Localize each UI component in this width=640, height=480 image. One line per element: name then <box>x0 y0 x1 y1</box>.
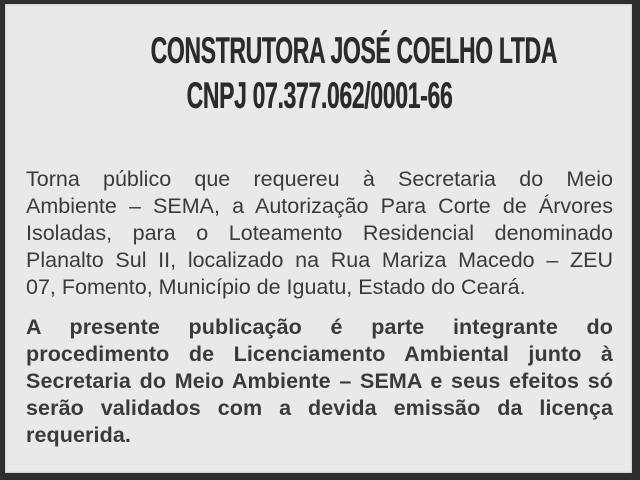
text-line: Planalto Sul II, localizado na Rua Mariza Macedo – ZEU <box>26 248 613 272</box>
company-cnpj-title <box>26 77 613 122</box>
public-notice-panel <box>5 4 632 473</box>
text-line: Torna público que requereu à Secretaria do Meio <box>26 167 613 191</box>
text-line: Isoladas, para o Loteamento Residencial denominado <box>26 221 613 245</box>
company-name-title <box>26 32 613 77</box>
text-line: requerida. <box>26 423 131 447</box>
notice-header <box>26 32 613 122</box>
notice-legal-paragraph <box>26 314 613 449</box>
company-name-text: CONSTRUTORA JOSÉ COELHO LTDA <box>150 30 557 71</box>
text-line: procedimento de Licenciamento Ambiental junto à <box>26 342 613 366</box>
notice-body-paragraph <box>26 166 613 301</box>
company-cnpj-text: CNPJ 07.377.062/0001-66 <box>186 75 453 116</box>
text-line: Ambiente – SEMA, a Autorização Para Corte de Árvores <box>26 194 613 218</box>
text-line: A presente publicação é parte integrante do <box>26 315 613 339</box>
text-line: serão validados com a devida emissão da licença <box>26 396 613 420</box>
text-line: Secretaria do Meio Ambiente – SEMA e seus efeitos só <box>26 369 613 393</box>
text-line: 07, Fomento, Município de Iguatu, Estado do Ceará. <box>26 275 526 299</box>
